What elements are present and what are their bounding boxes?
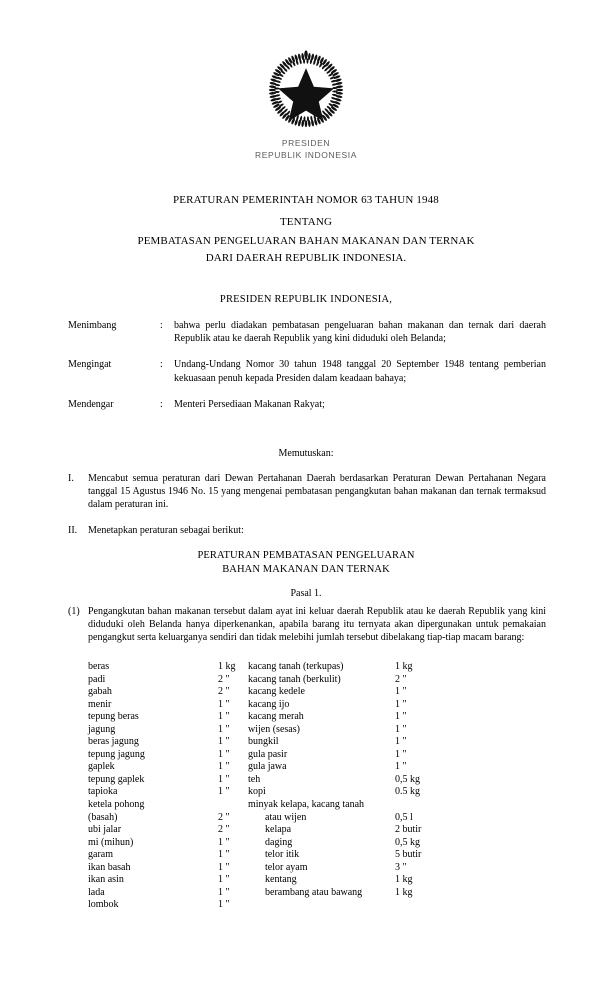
commodity-qty-right: 0,5 l	[395, 811, 413, 823]
commodity-name-left: lada	[88, 886, 105, 898]
regulation-number-title: PERATURAN PEMERINTAH NOMOR 63 TAHUN 1948	[173, 194, 439, 206]
commodity-name-right: kentang	[265, 874, 297, 886]
commodity-qty-left: 1 kg	[218, 661, 236, 672]
decision-text: Menetapkan peraturan sebagai berikut:	[88, 524, 244, 536]
commodity-name-left: (basah)	[88, 811, 118, 823]
decision-number: I.	[68, 473, 74, 484]
decision-list	[68, 472, 546, 549]
decision-item-ii	[68, 524, 546, 537]
commodity-name-right: kacang ijo	[248, 698, 290, 710]
commodity-qty-right: 2 "	[395, 673, 407, 685]
commodity-qty-right: 5 butir	[395, 849, 422, 861]
commodity-name-right	[248, 899, 395, 912]
commodity-name-right: gula jawa	[248, 761, 287, 773]
commodity-name-left: tepung jagung	[88, 748, 145, 760]
clause-text: Menteri Persediaan Makanan Rakyat;	[174, 398, 325, 410]
commodity-qty-left: 2 "	[218, 824, 230, 836]
commodity-name-right: berambang atau bawang	[265, 886, 363, 898]
commodity-qty-right: 3 "	[395, 861, 407, 873]
commodity-row	[88, 761, 558, 774]
commodity-name-left: gabah	[88, 686, 112, 698]
commodity-row	[88, 749, 558, 762]
commodity-name-right: atau wijen	[265, 811, 307, 823]
clause-label: Mendengar	[68, 398, 114, 410]
commodity-qty-left: 1 "	[218, 886, 230, 898]
regulation-heading-line2: BAHAN MAKANAN DAN TERNAK	[222, 563, 390, 575]
commodity-name-right: teh	[248, 773, 261, 785]
commodity-qty-left: 1 "	[218, 736, 230, 748]
commodity-qty-left: 1 "	[218, 761, 230, 773]
commodity-row	[88, 812, 558, 825]
pasal-heading: Pasal 1.	[290, 588, 322, 599]
tentang-label: TENTANG	[279, 216, 333, 228]
commodity-qty-left: 2 "	[218, 673, 230, 685]
commodity-row	[88, 774, 558, 787]
clause-label: Menimbang	[68, 320, 117, 331]
commodity-name-left: tepung beras	[88, 711, 139, 723]
commodity-qty-left: 1 "	[218, 698, 230, 710]
clause-text: bahwa perlu diadakan pembatasan pengeluaran bahan makanan dan ternak dari daerah Republik atau ke daerah Republik yang kini diduduki oleh Belanda;	[174, 320, 546, 345]
commodity-qty-right: 1 "	[395, 711, 407, 723]
commodity-name-right: daging	[265, 836, 293, 848]
clause-colon: :	[160, 359, 163, 371]
commodity-qty-right: 1 "	[395, 748, 407, 760]
commodity-qty-left: 2 "	[218, 811, 230, 823]
commodity-qty-left: 1 "	[218, 874, 230, 886]
commodity-row	[88, 674, 558, 687]
commodity-name-right: wijen (sesas)	[248, 723, 300, 735]
commodity-qty-left: 1 "	[218, 723, 230, 735]
indonesia-presidential-seal-icon	[264, 48, 348, 132]
presidential-emblem-block	[0, 48, 612, 161]
commodity-qty-right	[395, 899, 558, 912]
clause-colon: :	[160, 320, 163, 331]
commodity-qty-right: 1 kg	[395, 886, 413, 898]
commodity-name-right: bungkil	[248, 736, 279, 748]
commodity-qty-right: 0.5 kg	[395, 786, 420, 798]
commodity-name-left: tepung gaplek	[88, 773, 145, 785]
commodity-row	[88, 862, 558, 875]
memutuskan-heading: Memutuskan:	[278, 448, 334, 459]
commodity-name-left: ketela pohong	[88, 799, 145, 811]
commodity-name-left: ubi jalar	[88, 824, 122, 836]
commodity-name-left: jagung	[88, 723, 116, 735]
commodity-qty-left: 1 "	[218, 849, 230, 861]
clause-text: Undang-Undang Nomor 30 tahun 1948 tanggal 20 September 1948 tentang pemberian kekuasaan penuh kepada Presiden dalam keadaan bahaya;	[174, 359, 546, 384]
commodity-qty-left: 1 "	[218, 786, 230, 798]
article-text: Pengangkutan bahan makanan tersebut dalam ayat ini keluar daerah Republik atau ke daerah Republik yang kini diduduki oleh Belanda hanya diperkenankan, apabila barang itu ternyata akan dipergunakan untuk pemakaian pengangkut serta keluarganya sendiri dan tidak melebihi jumlah tersebut dibelakang tiap-tiap macam barang:	[88, 606, 546, 644]
commodity-row	[88, 824, 558, 837]
commodity-qty-left: 1 "	[218, 773, 230, 785]
commodity-row	[88, 899, 558, 912]
commodity-name-left: garam	[88, 849, 113, 861]
commodity-qty-left	[218, 799, 248, 812]
commodity-qty-left: 1 "	[218, 711, 230, 723]
commodity-name-left: menir	[88, 698, 112, 710]
commodity-name-left: ikan asin	[88, 874, 124, 886]
preamble-clauses	[68, 319, 546, 424]
clause-mendengar	[68, 398, 546, 411]
commodity-qty-left: 1 "	[218, 748, 230, 760]
emblem-caption	[0, 138, 612, 161]
emblem-caption-line2: REPUBLIK INDONESIA	[255, 149, 357, 160]
commodity-name-right: kacang kedele	[248, 686, 305, 698]
commodity-qty-right: 0,5 kg	[395, 836, 420, 848]
commodity-name-left: beras	[88, 661, 110, 672]
commodity-row	[88, 799, 558, 812]
clause-colon: :	[160, 398, 163, 410]
decision-text: Mencabut semua peraturan dari Dewan Pertahanan Daerah berdasarkan Peraturan Dewan Pertahanan Negara tanggal 15 Agustus 1946 No. 15 yang mengenai pembatasan pengangkutan bahan makanan dan ternak termaksud dalam peraturan ini.	[88, 473, 546, 511]
commodity-qty-left: 1 "	[218, 899, 230, 911]
commodity-qty-left: 2 "	[218, 686, 230, 698]
emblem-caption-line1: PRESIDEN	[281, 138, 331, 148]
article-number: (1)	[68, 606, 80, 617]
commodity-qty-right: 1 kg	[395, 874, 413, 886]
regulation-heading	[56, 549, 556, 576]
commodity-row	[88, 711, 558, 724]
commodity-name-left: gaplek	[88, 761, 115, 773]
commodity-name-right: kacang merah	[248, 711, 304, 723]
clause-mengingat	[68, 358, 546, 384]
commodity-qty-right: 1 kg	[395, 661, 413, 672]
commodity-qty-right: 1 "	[395, 723, 407, 735]
regulation-heading-line1: PERATURAN PEMBATASAN PENGELUARAN	[197, 550, 415, 561]
commodity-row	[88, 736, 558, 749]
commodity-name-left: lombok	[88, 899, 119, 911]
commodity-row	[88, 837, 558, 850]
commodity-allowance-table	[88, 661, 558, 912]
commodity-name-left: beras jagung	[88, 736, 139, 748]
commodity-name-right: kacang tanah (terkupas)	[248, 661, 344, 672]
decision-item-i	[68, 472, 546, 512]
clause-label: Mengingat	[68, 359, 112, 371]
commodity-name-right-span: minyak kelapa, kacang tanah	[248, 799, 365, 811]
commodity-qty-right: 1 "	[395, 761, 407, 773]
commodity-name-left: mi (mihun)	[88, 836, 134, 848]
clause-menimbang	[68, 319, 546, 345]
commodity-row	[88, 786, 558, 799]
subject-line-1: PEMBATASAN PENGELUARAN BAHAN MAKANAN DAN TERNAK	[137, 235, 475, 247]
commodity-row	[88, 661, 558, 674]
subject-line-2: DARI DAERAH REPUBLIK INDONESIA.	[205, 251, 407, 264]
commodity-row	[88, 874, 558, 887]
commodity-name-right: telor ayam	[265, 861, 308, 873]
commodity-qty-right: 1 "	[395, 736, 407, 748]
commodity-name-right: kacang tanah (berkulit)	[248, 673, 341, 685]
commodity-row	[88, 699, 558, 712]
president-heading: PRESIDEN REPUBLIK INDONESIA,	[219, 294, 393, 305]
commodity-name-left: tapioka	[88, 786, 118, 798]
commodity-row	[88, 686, 558, 699]
commodity-qty-right: 0,5 kg	[395, 773, 420, 785]
commodity-row	[88, 887, 558, 900]
commodity-qty-right: 2 butir	[395, 824, 422, 836]
commodity-row	[88, 849, 558, 862]
commodity-row	[88, 724, 558, 737]
commodity-name-left: ikan basah	[88, 861, 131, 873]
commodity-qty-left: 1 "	[218, 861, 230, 873]
commodity-name-right: telor itik	[265, 849, 300, 861]
commodity-qty-right: 1 "	[395, 686, 407, 698]
commodity-qty-left: 1 "	[218, 836, 230, 848]
commodity-name-left: padi	[88, 673, 106, 685]
commodity-name-right: kelapa	[265, 824, 292, 836]
commodity-qty-right: 1 "	[395, 698, 407, 710]
decision-number: II.	[68, 524, 78, 536]
commodity-name-right: kopi	[248, 786, 266, 798]
document-title-block	[56, 190, 556, 305]
article-1-paragraph	[68, 605, 546, 645]
commodity-name-right: gula pasir	[248, 748, 288, 760]
article-row	[68, 605, 546, 645]
